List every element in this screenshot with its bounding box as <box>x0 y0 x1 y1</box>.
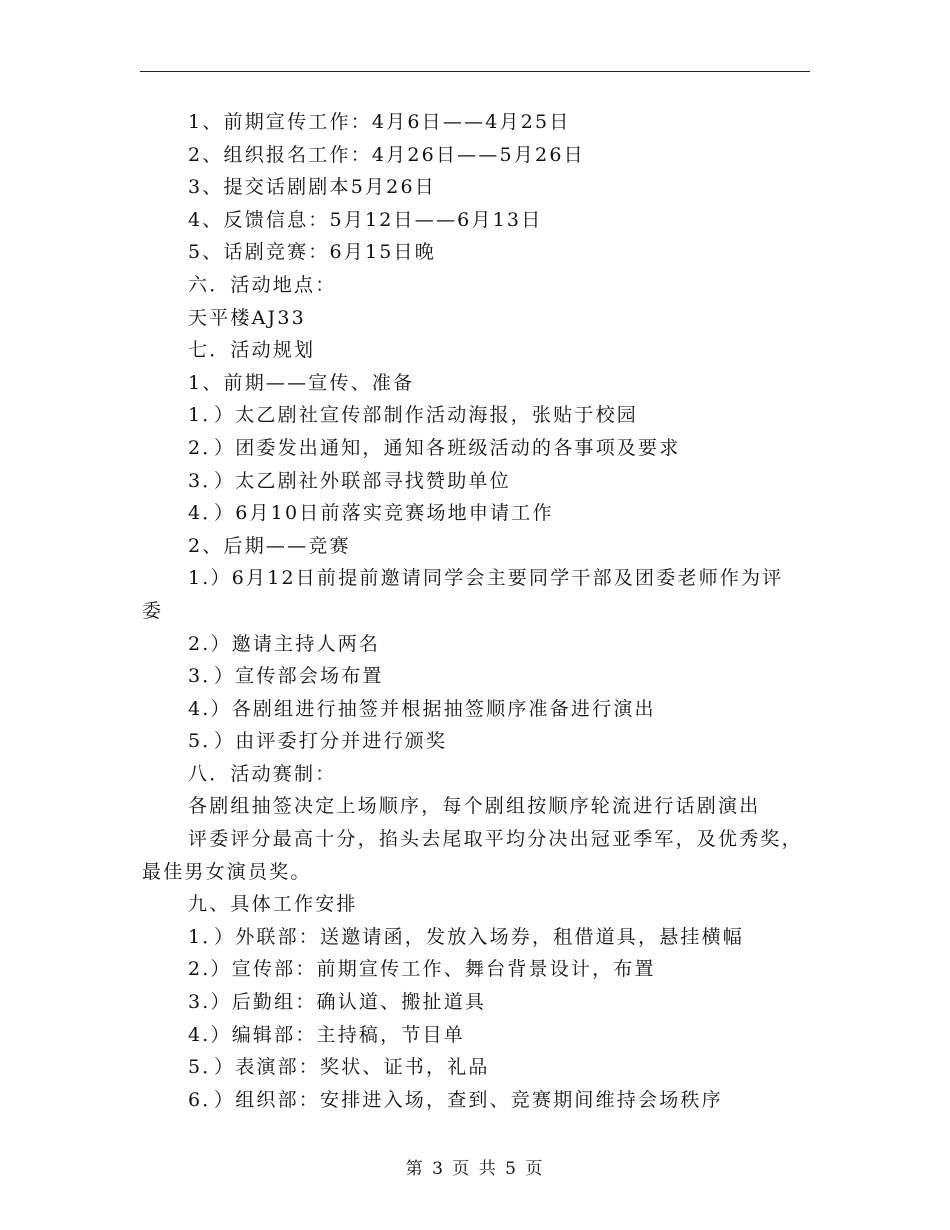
paragraph-line: 5．）由评委打分并进行颁奖 <box>188 730 448 753</box>
paragraph-line: 4.）编辑部：主持稿，节目单 <box>188 1023 465 1046</box>
paragraph-line: 3．）太乙剧社外联部寻找赞助单位 <box>188 469 511 492</box>
paragraph-line: 4．）6月10日前落实竞赛场地申请工作 <box>188 502 554 525</box>
page-number: 第 3 页 共 5 页 <box>405 1159 545 1179</box>
paragraph-line: 各剧组抽签决定上场顺序，每个剧组按顺序轮流进行话剧演出 <box>188 795 761 818</box>
paragraph-line: 1．）太乙剧社宣传部制作活动海报，张贴于校园 <box>188 404 638 427</box>
section-heading: 九、具体工作安排 <box>188 893 358 916</box>
paragraph-line: 最佳男女演员奖。 <box>142 860 312 883</box>
paragraph-line: 5、话剧竞赛：6月15日晚 <box>188 241 436 264</box>
paragraph-line: 3、提交话剧剧本5月26日 <box>188 176 436 199</box>
paragraph-line: 2.）邀请主持人两名 <box>188 632 381 655</box>
paragraph-line: 1.）6月12日前提前邀请同学会主要同学干部及团委老师作为评 <box>188 567 784 590</box>
paragraph-line: 1、前期宣传工作：4月6日——4月25日 <box>188 111 571 133</box>
section-heading: 六．活动地点： <box>188 273 337 296</box>
paragraph-line: 委 <box>142 599 164 622</box>
paragraph-line: 2、后期——竞赛 <box>188 534 351 557</box>
header-rule <box>140 71 810 72</box>
paragraph-line: 1．）外联部：送邀请函，发放入场券，租借道具，悬挂横幅 <box>188 925 744 948</box>
document-body <box>142 106 810 1116</box>
paragraph-line: 1、前期——宣传、准备 <box>188 371 415 394</box>
paragraph-line: 2．）团委发出通知，通知各班级活动的各事项及要求 <box>188 436 681 459</box>
paragraph-line: 2、组织报名工作：4月26日——5月26日 <box>188 143 585 166</box>
section-heading: 八．活动赛制： <box>188 762 337 785</box>
paragraph-line: 天平楼AJ33 <box>188 306 306 329</box>
paragraph-line: 2.）宣传部：前期宣传工作、舞台背景设计，布置 <box>188 958 656 981</box>
paragraph-line: 3.）后勤组：确认道、搬扯道具 <box>188 991 487 1014</box>
paragraph-line: 4、反馈信息：5月12日——6月13日 <box>188 208 543 231</box>
paragraph-line: 6．）组织部：安排进入场，查到、竞赛期间维持会场秩序 <box>188 1088 723 1111</box>
section-heading: 七．活动规划 <box>188 339 316 362</box>
paragraph-line: 评委评分最高十分，掐头去尾取平均分决出冠亚季军，及优秀奖， <box>188 828 803 851</box>
paragraph-line: 5．）表演部：奖状、证书，礼品 <box>188 1056 490 1079</box>
paragraph-line: 3．）宣传部会场布置 <box>188 665 384 688</box>
paragraph-line: 4.）各剧组进行抽签并根据抽签顺序准备进行演出 <box>188 697 656 720</box>
